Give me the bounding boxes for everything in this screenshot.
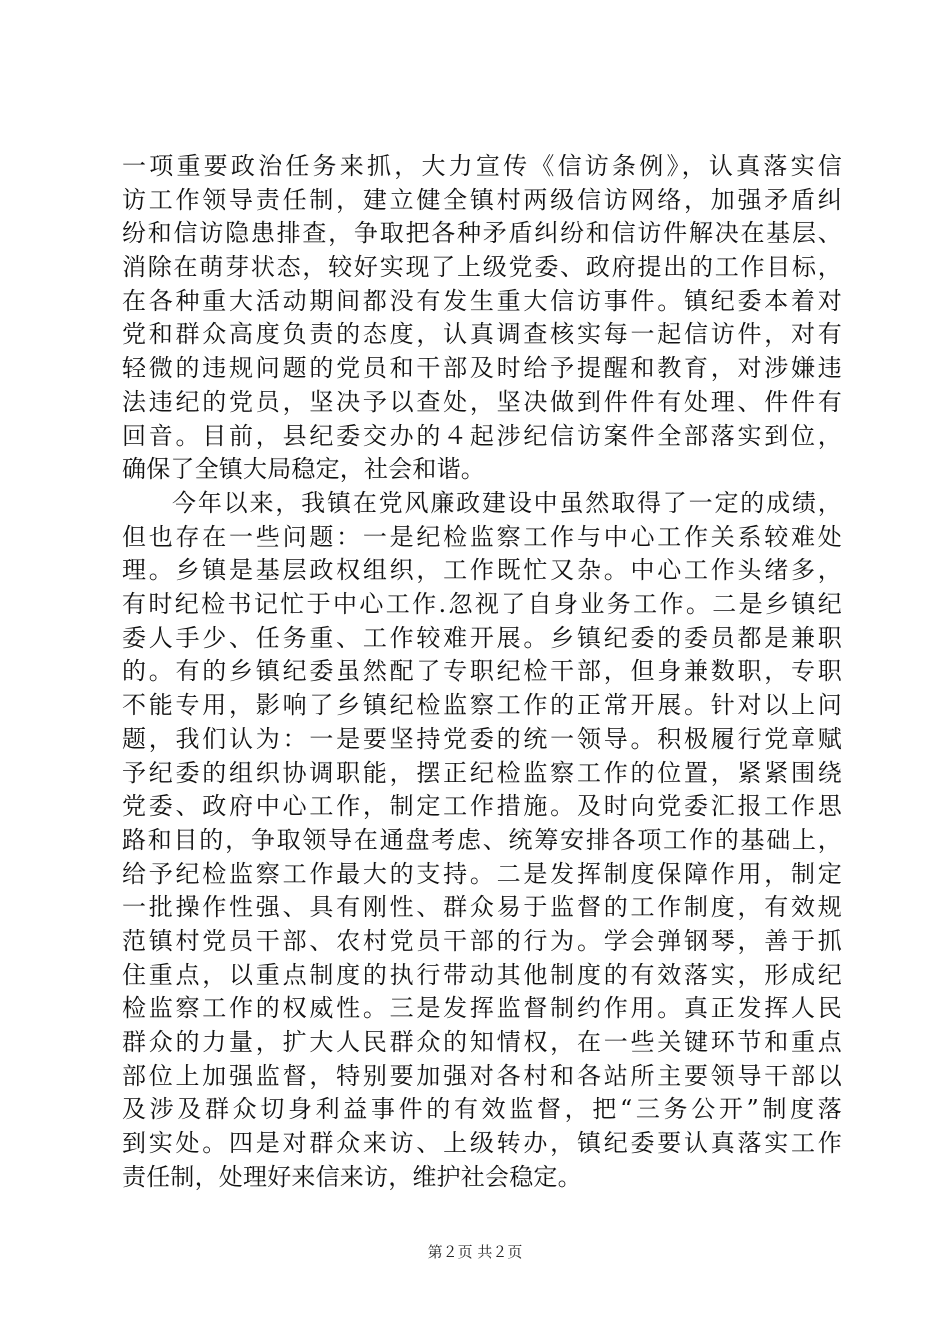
text-line: 在各种重大活动期间都没有发生重大信访事件。镇纪委本着对	[122, 286, 842, 315]
text-line: 及涉及群众切身利益事件的有效监督，把“三务公开”制度落	[122, 1095, 842, 1124]
text-line: 理。乡镇是基层政权组织，工作既忙又杂。中心工作头绪多，	[122, 556, 842, 585]
text-line: 到实处。四是对群众来访、上级转办，镇纪委要认真落实工作	[122, 1129, 842, 1158]
text-line: 今年以来，我镇在党风廉政建设中虽然取得了一定的成绩，	[172, 489, 842, 517]
text-line: 确保了全镇大局稳定，社会和谐。	[122, 455, 485, 484]
text-line: 给予纪检监察工作最大的支持。二是发挥制度保障作用，制定	[122, 859, 842, 888]
text-line: 纷和信访隐患排查，争取把各种矛盾纠纷和信访件解决在基层、	[122, 219, 842, 248]
text-line: 的。有的乡镇纪委虽然配了专职纪检干部，但身兼数职，专职	[122, 657, 842, 686]
text-line: 消除在萌芽状态，较好实现了上级党委、政府提出的工作目标，	[122, 253, 842, 282]
text-line: 住重点，以重点制度的执行带动其他制度的有效落实，形成纪	[122, 960, 842, 989]
text-line: 回音。目前，县纪委交办的４起涉纪信访案件全部落实到位，	[122, 421, 842, 450]
page-footer	[0, 1242, 950, 1262]
text-line: 部位上加强监督，特别要加强对各村和各站所主要领导干部以	[122, 1061, 842, 1090]
text-line: 路和目的，争取领导在通盘考虑、统筹安排各项工作的基础上，	[122, 825, 842, 854]
text-line: 群众的力量，扩大人民群众的知情权，在一些关键环节和重点	[122, 1028, 842, 1056]
text-line: 一批操作性强、具有刚性、群众易于监督的工作制度，有效规	[122, 893, 842, 922]
text-line: 检监察工作的权威性。三是发挥监督制约作用。真正发挥人民	[122, 994, 842, 1023]
text-line: 法违纪的党员，坚决予以查处，坚决做到件件有处理、件件有	[122, 387, 842, 416]
text-line: 委人手少、任务重、工作较难开展。乡镇纪委的委员都是兼职	[122, 623, 842, 652]
text-line: 一项重要政治任务来抓，大力宣传《信访条例》，认真落实信	[122, 152, 842, 180]
text-line: 但也存在一些问题：一是纪检监察工作与中心工作关系较难处	[122, 522, 842, 551]
text-line: 责任制，处理好来信来访，维护社会稳定。	[122, 1162, 582, 1191]
page-number-label: 第２页 共２页	[427, 1243, 523, 1261]
text-line: 有时纪检书记忙于中心工作.忽视了自身业务工作。二是乡镇纪	[122, 590, 842, 619]
text-line: 轻微的违规问题的党员和干部及时给予提醒和教育，对涉嫌违	[122, 354, 842, 383]
text-line: 不能专用，影响了乡镇纪检监察工作的正常开展。针对以上问	[122, 691, 842, 720]
text-line: 予纪委的组织协调职能，摆正纪检监察工作的位置，紧紧围绕	[122, 758, 842, 787]
text-line: 党和群众高度负责的态度，认真调查核实每一起信访件，对有	[122, 320, 842, 349]
paragraph-1	[122, 150, 842, 487]
text-line: 范镇村党员干部、农村党员干部的行为。学会弹钢琴，善于抓	[122, 926, 842, 955]
text-line: 党委、政府中心工作，制定工作措施。及时向党委汇报工作思	[122, 792, 842, 821]
text-line: 访工作领导责任制，建立健全镇村两级信访网络，加强矛盾纠	[122, 185, 842, 214]
text-line: 题，我们认为：一是要坚持党委的统一领导。积极履行党章赋	[122, 724, 842, 753]
paragraph-2	[122, 487, 842, 1194]
